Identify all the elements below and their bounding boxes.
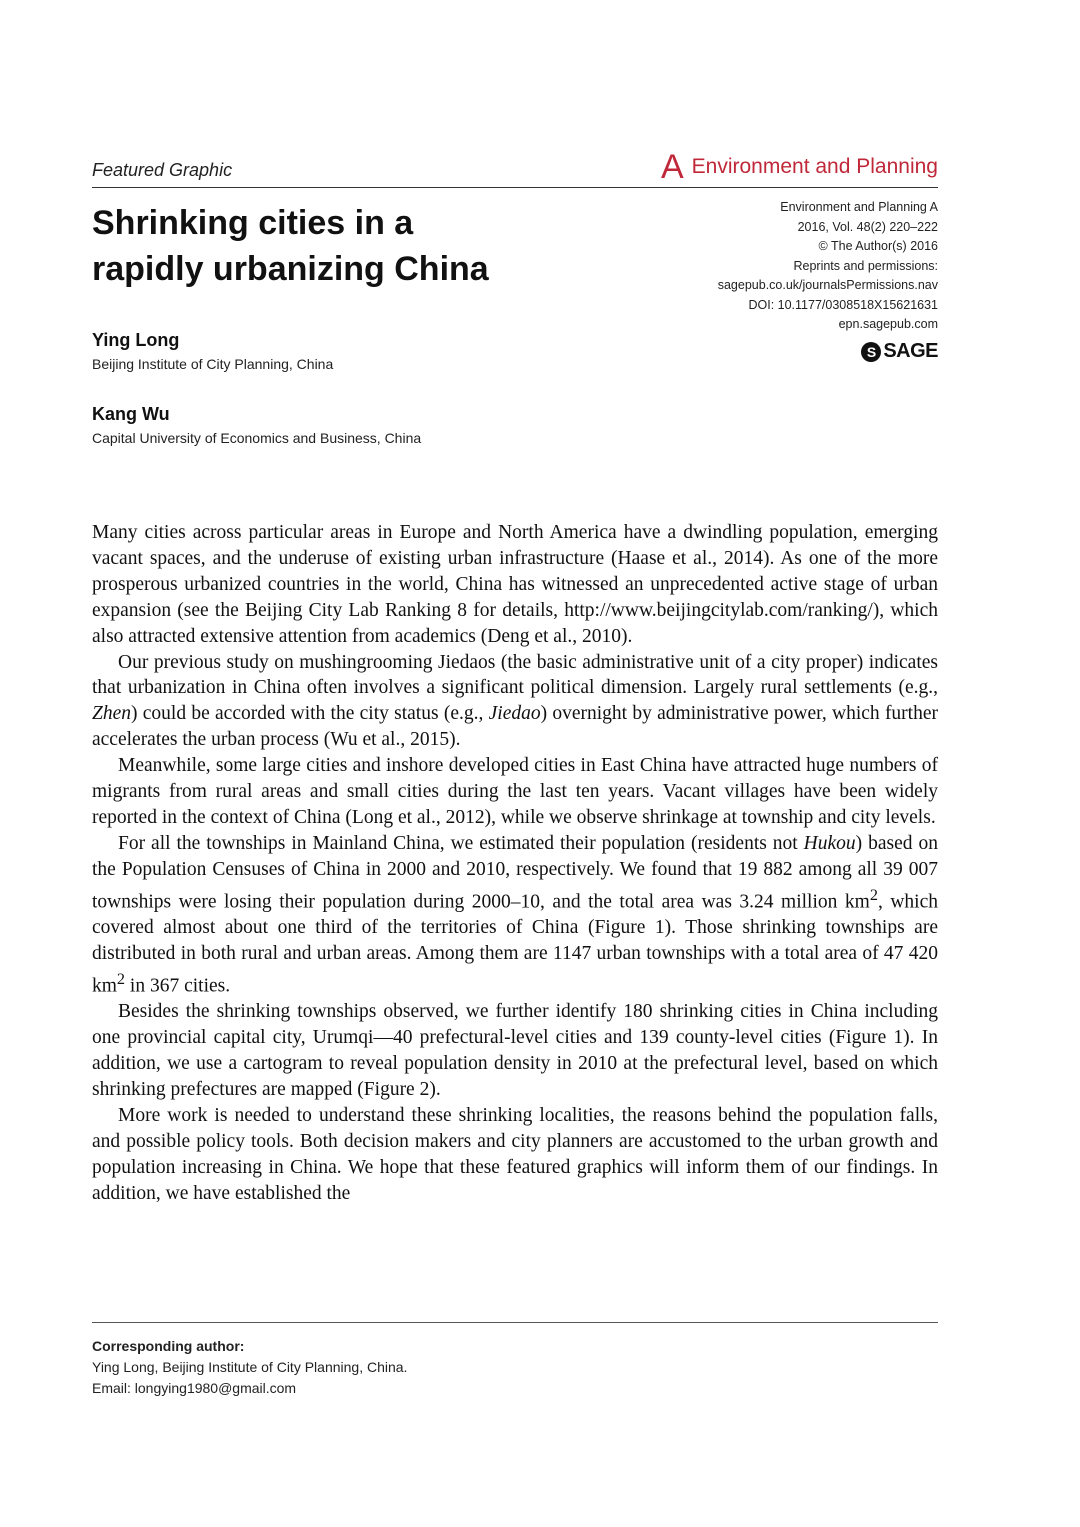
sage-logo bbox=[861, 340, 938, 363]
corresponding-email[interactable]: Email: longying1980@gmail.com bbox=[92, 1380, 297, 1396]
author-affiliation: Beijing Institute of City Planning, China bbox=[92, 356, 334, 372]
article-body bbox=[92, 520, 938, 1207]
paragraph-3: Meanwhile, some large cities and inshore developed cities in East China have attracted huge numbers of migrants from rural areas and small cities during the last ten years. Vacant villages have been widely reported in the context of China (Long et al., 2012), while we observe shrinkage at township and city levels. bbox=[92, 755, 938, 828]
paragraph-5: Besides the shrinking townships observed, we further identify 180 shrinking cities in China including one provincial capital city, Urumqi—40 prefectural-level cities and 139 county-level cities (Figure 1). In addition, we use a cartogram to reveal population density in 2010 at the prefectural level, based on which shrinking prefectures are mapped (Figure 2). bbox=[92, 1001, 938, 1101]
footer-divider bbox=[92, 1322, 938, 1323]
paragraph-4: For all the townships in Mainland China, we estimated their population (residents not Hukou) based on the Population Censuses of China in 2000 and 2010, respectively. We found that 19 882 among all 39 007 townships were losing their population during 2000–10, and the total area was 3.24 million $km^2$, which covered almost about one third of the territories of China (Figure 1). Those shrinking townships are distributed in both rural and urban areas. Among them are 1147 urban townships with a total area of 47 420 $km^2$ in 367 cities. bbox=[92, 832, 938, 997]
meta-journal: Environment and Planning A bbox=[780, 200, 938, 214]
article-type-label: Featured Graphic bbox=[92, 160, 233, 180]
meta-copyright: © The Author(s) 2016 bbox=[818, 239, 938, 253]
title-line-2: rapidly urbanizing China bbox=[92, 250, 489, 288]
corresponding-line: Ying Long, Beijing Institute of City Planning, China. bbox=[92, 1359, 408, 1375]
author-name: Ying Long bbox=[92, 330, 180, 350]
author-2 bbox=[92, 402, 421, 448]
author-1 bbox=[92, 328, 333, 374]
meta-doi[interactable]: DOI: 10.1177/0308518X15621631 bbox=[748, 297, 938, 312]
sage-mark-icon: S bbox=[861, 342, 881, 362]
journal-name: Environment and Planning bbox=[691, 155, 938, 178]
corresponding-author bbox=[92, 1336, 407, 1399]
term-zhen: Zhen bbox=[92, 703, 131, 725]
article-title bbox=[92, 200, 612, 292]
author-affiliation: Capital University of Economics and Business, China bbox=[92, 430, 422, 446]
term-jiedao: Jiedao bbox=[488, 703, 541, 725]
meta-permissions-link[interactable]: sagepub.co.uk/journalsPermissions.nav bbox=[717, 278, 938, 292]
paragraph-6: More work is needed to understand these shrinking localities, the reasons behind the population falls, and possible policy tools. Both decision makers and city planners are accustomed to the urban growth and population increasing in China. We hope that these featured graphics will inform them of our findings. In addition, we have established the bbox=[92, 1104, 938, 1204]
meta-site-link[interactable]: epn.sagepub.com bbox=[838, 317, 938, 331]
corresponding-heading: Corresponding author: bbox=[92, 1338, 245, 1354]
header-divider bbox=[92, 187, 938, 188]
title-line-1: Shrinking cities in a bbox=[92, 204, 414, 242]
sage-wordmark: SAGE bbox=[883, 340, 938, 362]
meta-reprints: Reprints and permissions: bbox=[793, 258, 938, 273]
publication-meta bbox=[618, 198, 938, 335]
author-name: Kang Wu bbox=[92, 404, 170, 424]
journal-brand bbox=[661, 150, 938, 184]
journal-logo-letter: A bbox=[660, 148, 684, 186]
paragraph-2: Our previous study on mushingrooming Jiedaos (the basic administrative unit of a city proper) indicates that urbanization in China often involves a significant political dimension. Largely rural settlements (e.g., Zhen) could be accorded with the city status (e.g., Jiedao) overnight by administrative power, which further accelerates the urban process (Wu et al., 2015). bbox=[92, 651, 938, 751]
paragraph-1: Many cities across particular areas in Europe and North America have a dwindling population, emerging vacant spaces, and the underuse of existing urban infrastructure (Haase et al., 2014). As one of the more prosperous urbanized countries in the world, China has witnessed an unprecedented active stage of urban expansion (see the Beijing City Lab Ranking 8 for details, http://www.beijingcitylab.com/ranking/), which also attracted extensive attention from academics (Deng et al., 2010). bbox=[92, 522, 938, 647]
term-hukou: Hukou bbox=[803, 832, 856, 854]
meta-volume: 2016, Vol. 48(2) 220–222 bbox=[797, 219, 938, 234]
